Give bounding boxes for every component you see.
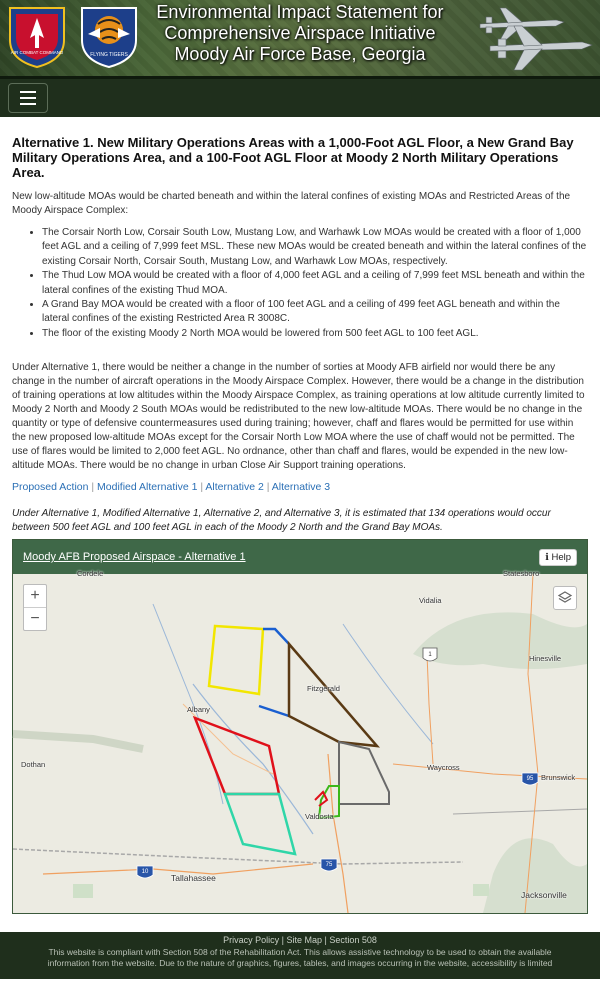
link-separator: | xyxy=(263,481,272,494)
city-label: Dothan xyxy=(21,760,46,770)
title-line-2: Comprehensive Airspace Initiative xyxy=(164,23,436,43)
footer-accessibility-text: This website is compliant with Section 508 of the Rehabilitation Act. This allows assistive technology to be used to obtain the available information from the website. Due to the nature of graphics, figures, tables, and images occurring in the website, accessibility is limited xyxy=(47,946,553,969)
interstate-shield-10 xyxy=(137,866,153,878)
footer-separator: | xyxy=(322,935,330,946)
zoom-out-button[interactable]: − xyxy=(24,607,46,630)
city-label: Vidalia xyxy=(419,596,442,606)
footer-link-section-508[interactable]: Section 508 xyxy=(329,935,377,946)
footer-link-sitemap[interactable]: Site Map xyxy=(286,935,322,946)
airspace-map[interactable] xyxy=(13,569,587,913)
city-label: Cordele xyxy=(77,569,104,579)
nav-bar xyxy=(0,76,600,117)
operations-note: Under Alternative 1, Modified Alternative 1, Alternative 2, and Alternative 3, it is estimated that 134 operations would occur between 500 feet AGL and 100 feet AGL in each of the Moody 2 North and the Grand Bay MOAs. xyxy=(12,508,551,534)
site-footer xyxy=(0,932,600,979)
alternatives-links xyxy=(12,481,588,493)
highway-shield-1 xyxy=(423,648,437,661)
list-item: • The floor of the existing Moody 2 North MOA would be lowered from 500 feet AGL to 100 feet AGL. xyxy=(42,327,588,341)
main-content xyxy=(0,135,600,914)
svg-text:95: 95 xyxy=(526,776,534,783)
intro-paragraph: New low-altitude MOAs would be charted beneath and within the lateral confines of existing MOAs and Restricted Areas of the Moody Airspace Complex: xyxy=(12,191,571,216)
layers-icon xyxy=(554,587,576,609)
interstate-shield-75 xyxy=(321,859,337,871)
zoom-controls xyxy=(23,584,47,631)
footer-links xyxy=(30,935,570,947)
page-heading: Alternative 1. New Military Operations Areas with a 1,000-Foot AGL Floor, a New Grand Bay Military Operations Area, and a 100-Foot AGL Floor at Moody 2 North Military Operations Area. xyxy=(12,135,574,180)
footer-separator: | xyxy=(279,935,287,946)
city-label: Waycross xyxy=(427,763,460,773)
layers-button[interactable] xyxy=(553,586,577,610)
city-label: Statesboro xyxy=(503,569,540,579)
svg-text:AIR COMBAT COMMAND: AIR COMBAT COMMAND xyxy=(10,50,64,55)
menu-icon-bar xyxy=(20,103,36,105)
interstate-shield-95 xyxy=(522,773,538,785)
city-label: Fitzgerald xyxy=(307,684,340,694)
flying-tigers-shield-icon xyxy=(78,4,140,70)
info-icon: ℹ xyxy=(545,551,549,563)
help-label: Help xyxy=(551,551,571,563)
alternative-1-paragraph: Under Alternative 1, there would be neither a change in the number of sorties at Moody AFB airfield nor would there be any change in the number of aircraft operations in the Moody Airspace Complex. However, there would be a change in the distribution of training operations at low altitudes within the Moody Airspace Complex, as training operations at low altitude currently limited to Moody 2 North and Moody 2 South MOAs would be redistributed to the new low-altitude MOAs. There would be no change in the quantity or type of defensive countermeasures used during training; however, chaff and flares would be permitted for use within the new proposed low-altitude MOAs except for the Corsair North Low MOA where the use of chaff would not be permitted. The use of flares would be limited to 2,000 feet AGL. No ordnance, other than chaff and flares, would be expended in the new low-altitude MOAs. There would be no change in urban Close Air Support training operations. xyxy=(12,362,585,472)
link-proposed-action[interactable]: Proposed Action xyxy=(12,481,89,494)
svg-text:1: 1 xyxy=(428,652,432,659)
footer-link-privacy[interactable]: Privacy Policy xyxy=(223,935,280,946)
menu-icon-bar xyxy=(20,97,36,99)
site-banner xyxy=(0,0,600,76)
air-combat-command-shield-icon xyxy=(6,4,68,70)
city-label: Brunswick xyxy=(541,773,576,783)
svg-text:75: 75 xyxy=(325,862,333,869)
list-item: • The Corsair North Low, Corsair South Low, Mustang Low, and Warhawk Low MOAs would be created with a floor of 1,000 feet AGL and a ceiling of 7,999 feet MSL. These new MOAs would be created beneath and within the lateral confines of the existing Corsair North, Corsair South, Mustang Low, and Warhawk Low MOAs, respectively. xyxy=(42,226,588,269)
city-label: Valdosta xyxy=(305,812,334,822)
map-basemap xyxy=(13,574,587,913)
moa-bullet-list xyxy=(12,226,588,341)
link-modified-alternative-1[interactable]: Modified Alternative 1 xyxy=(97,481,198,494)
link-separator: | xyxy=(88,481,98,494)
hamburger-menu-button[interactable] xyxy=(8,83,48,113)
map-panel xyxy=(12,539,588,914)
title-line-3: Moody Air Force Base, Georgia xyxy=(174,44,426,64)
city-label: Hinesville xyxy=(529,654,562,664)
map-title-link[interactable]: Moody AFB Proposed Airspace - Alternative 1 xyxy=(23,551,246,564)
link-alternative-3[interactable]: Alternative 3 xyxy=(271,481,331,494)
title-line-1: Environmental Impact Statement for xyxy=(156,2,444,22)
city-label: Jacksonville xyxy=(521,890,567,901)
svg-text:FLYING TIGERS: FLYING TIGERS xyxy=(90,52,128,58)
banner-title xyxy=(140,2,460,65)
menu-icon-bar xyxy=(20,91,36,93)
svg-text:10: 10 xyxy=(141,869,149,876)
link-separator: | xyxy=(197,481,206,494)
city-label: Albany xyxy=(187,705,210,715)
list-item: • A Grand Bay MOA would be created with a floor of 100 feet AGL and a ceiling of 499 feet AGL beneath and within the lateral confines of the existing Restricted Area R 3008C. xyxy=(42,298,588,327)
link-alternative-2[interactable]: Alternative 2 xyxy=(205,481,264,494)
help-button[interactable] xyxy=(539,549,577,566)
zoom-in-button[interactable]: + xyxy=(30,587,40,605)
list-item: • The Thud Low MOA would be created with a floor of 4,000 feet AGL and a ceiling of 7,999 feet MSL beneath and within the lateral confines of the existing Thud MOA. xyxy=(42,269,588,298)
city-label: Tallahassee xyxy=(171,873,216,884)
a10-aircraft-icon xyxy=(460,2,600,74)
